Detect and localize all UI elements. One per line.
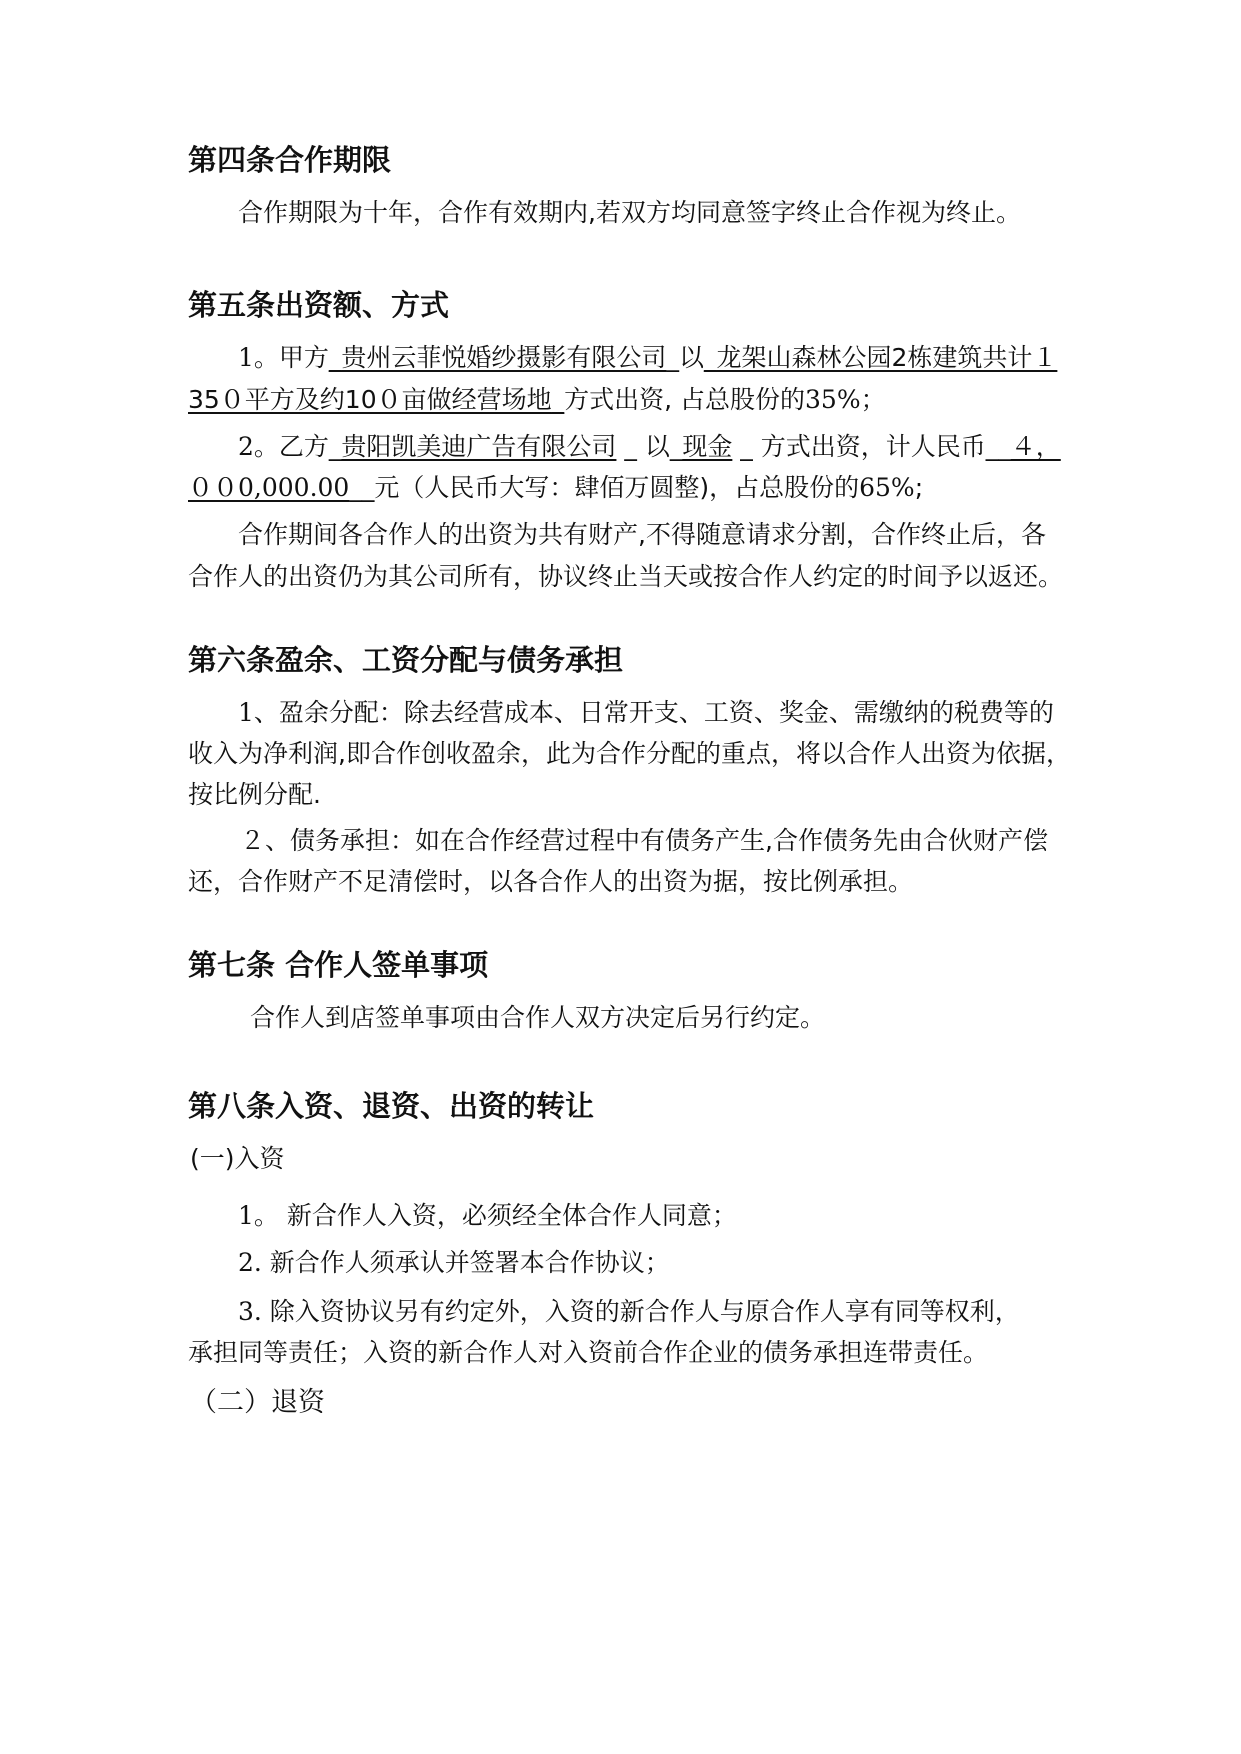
text-yi: _ 以 [616, 432, 670, 461]
section-6-item-2-line-1: ２、债务承担：如在合作经营过程中有债务产生,合作债务先由合伙财产偿 [240, 826, 1048, 855]
item-text: 新合作人须承认并签署本合作协议； [261, 1248, 670, 1277]
section-8-subheading-1: (一)入资 [190, 1144, 285, 1173]
section-7-paragraph: 合作人到店签单事项由合作人双方决定后另行约定。 [250, 1003, 826, 1032]
blank: __ [985, 432, 1011, 461]
section-4-title: 第四条合作期限 [188, 143, 392, 177]
blank: __ [349, 473, 375, 502]
section-8-item-3-line-1 [238, 1296, 1138, 1328]
punctuation: ； [860, 385, 886, 414]
section-8-item-3-line-2: 承担同等责任；入资的新合作人对入资前合作企业的债务承担连带责任。 [188, 1338, 989, 1367]
section-5-item-2-line-2 [188, 472, 1088, 504]
section-7-title: 第七条 合作人签单事项 [188, 948, 489, 982]
section-5-title: 第五条出资额、方式 [188, 288, 450, 322]
item-text: 除入资协议另有约定外，入资的新合作人与原合作人享有同等权利， [261, 1297, 1020, 1326]
section-5-item-2-line-1 [238, 431, 1138, 463]
item-number: 1 [238, 698, 254, 727]
item-number: 1 [238, 1201, 254, 1230]
section-6-item-1-line-3: 按比例分配. [188, 780, 321, 809]
section-6-item-1-line-1 [238, 697, 1138, 729]
blank: _ [551, 385, 565, 414]
party-a-asset-cont: 35０平方及约10０亩做经营场地 [188, 385, 552, 414]
party-a-share: 35% [805, 385, 861, 414]
punctuation: ; [914, 473, 924, 502]
section-5-item-1-line-2 [188, 384, 1088, 416]
section-8-subheading-2: （二）退资 [190, 1387, 325, 1418]
item-text: 、盈余分配：除去经营成本、日常开支、工资、奖金、需缴纳的税费等的 [253, 698, 1054, 727]
item-text: 。 新合作人入资，必须经全体合作人同意； [253, 1201, 737, 1230]
item-number: 2. [238, 1248, 262, 1277]
section-6-title: 第六条盈余、工资分配与债务承担 [188, 643, 624, 677]
party-b-amount: ４， [1010, 432, 1061, 461]
section-8-item-1 [238, 1200, 1138, 1232]
party-b-method: 现金 [682, 432, 733, 461]
text-yi: 以 [678, 343, 704, 372]
item-number: 1 [238, 343, 254, 372]
party-a-asset: 龙架山森林公园2栋建筑共计１ [716, 343, 1058, 372]
section-8-item-2 [238, 1247, 1138, 1279]
party-a-prefix: 。甲方 [253, 343, 329, 372]
contribution-text: _ 方式出资，计人民币 [732, 432, 986, 461]
blank: _ [328, 343, 342, 372]
party-b-amount-cont: ００0,000.00 [188, 473, 350, 502]
blank: _ [666, 343, 679, 372]
party-b-prefix: 。乙方 [253, 432, 329, 461]
party-b-share: 65% [859, 473, 915, 502]
section-5-paragraph-3-line-2: 合作人的出资仍为其公司所有，协议终止当天或按合作人约定的时间予以返还。 [188, 562, 1064, 591]
section-6-item-1-line-2: 收入为净利润,即合作创收盈余，此为合作分配的重点，将以合作人出资为依据， [188, 739, 1071, 768]
item-number: 2 [238, 432, 254, 461]
blank: _ [328, 432, 342, 461]
party-a-name: 贵州云菲悦婚纱摄影有限公司 [341, 343, 667, 372]
section-4-paragraph: 合作期限为十年，合作有效期内,若双方均同意签字终止合作视为终止。 [238, 198, 1021, 227]
amount-words-text: 元（人民币大写：肆佰万圆整)，占总股份的 [374, 473, 860, 502]
section-8-title: 第八条入资、退资、出资的转让 [188, 1089, 595, 1123]
section-6-item-2-line-2: 还，合作财产不足清偿时，以各合作人的出资为据，按比例承担。 [188, 867, 914, 896]
party-b-name: 贵阳凯美迪广告有限公司 [341, 432, 617, 461]
item-number: 3. [238, 1297, 262, 1326]
section-5-item-1-line-1 [238, 342, 1138, 374]
blank: _ [669, 432, 683, 461]
section-5-paragraph-3-line-1: 合作期间各合作人的出资为共有财产,不得随意请求分割，合作终止后，各 [238, 520, 1046, 549]
blank: _ [703, 343, 717, 372]
contribution-method-text: 方式出资, 占总股份的 [564, 385, 806, 414]
